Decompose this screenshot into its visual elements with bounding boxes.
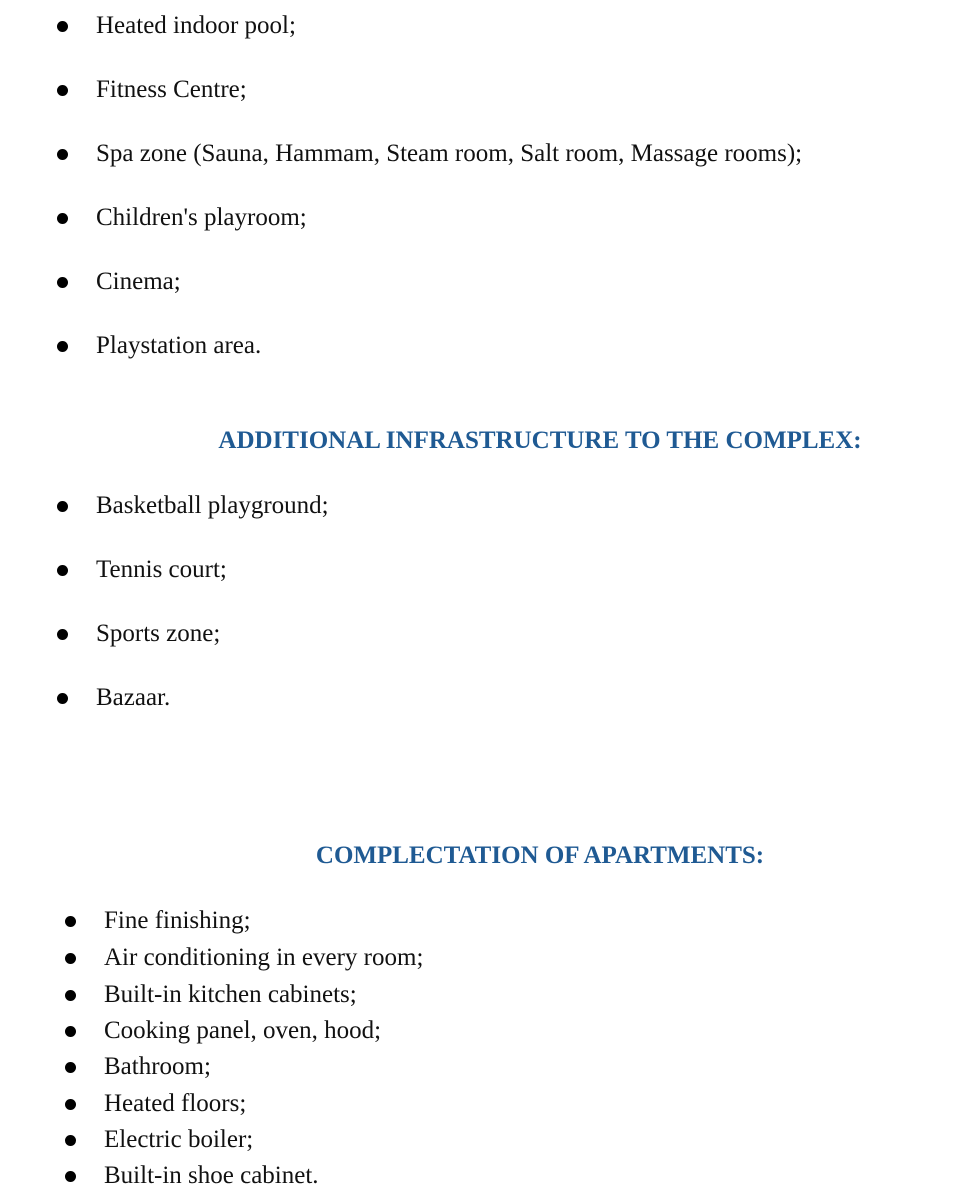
bullet-icon [65, 990, 76, 1001]
list-item-text: Heated indoor pool; [96, 12, 296, 39]
list-item-text: Built-in kitchen cabinets; [104, 981, 357, 1008]
apartments-heading: COMPLECTATION OF APARTMENTS: [315, 842, 765, 869]
list-item-text: Electric boiler; [104, 1126, 254, 1153]
bullet-icon [65, 1026, 76, 1037]
list-item-text: Spa zone (Sauna, Hammam, Steam room, Salt room, Massage rooms); [96, 140, 803, 167]
bullet-icon [65, 1135, 76, 1146]
bullet-icon [57, 21, 68, 32]
list-item-text: Fine finishing; [104, 907, 251, 934]
list-item-text: Fitness Centre; [96, 76, 247, 103]
list-item-text: Heated floors; [104, 1090, 247, 1117]
bullet-icon [57, 277, 68, 288]
bullet-icon [57, 501, 68, 512]
bullet-icon [65, 1171, 76, 1182]
bullet-icon [57, 213, 68, 224]
bullet-icon [57, 565, 68, 576]
list-item-text: Basketball playground; [96, 492, 329, 519]
bullet-icon [57, 629, 68, 640]
list-item-text: Cinema; [96, 268, 181, 295]
list-item-text: Playstation area. [96, 332, 262, 359]
list-item-text: Tennis court; [96, 556, 227, 583]
bullet-icon [65, 916, 76, 927]
bullet-icon [65, 1062, 76, 1073]
list-item-text: Children's playroom; [96, 204, 307, 231]
list-item-text: Air conditioning in every room; [104, 944, 424, 971]
bullet-icon [57, 85, 68, 96]
list-item-text: Sports zone; [96, 620, 221, 647]
infrastructure-heading: ADDITIONAL INFRASTRUCTURE TO THE COMPLEX: [218, 427, 862, 454]
bullet-icon [65, 1099, 76, 1110]
list-item-text: Cooking panel, oven, hood; [104, 1017, 382, 1044]
list-item-text: Bazaar. [96, 684, 171, 711]
bullet-icon [57, 149, 68, 160]
bullet-icon [57, 693, 68, 704]
list-item-text: Bathroom; [104, 1053, 211, 1080]
list-item-text: Built-in shoe cabinet. [104, 1162, 319, 1189]
bullet-icon [65, 953, 76, 964]
bullet-icon [57, 341, 68, 352]
